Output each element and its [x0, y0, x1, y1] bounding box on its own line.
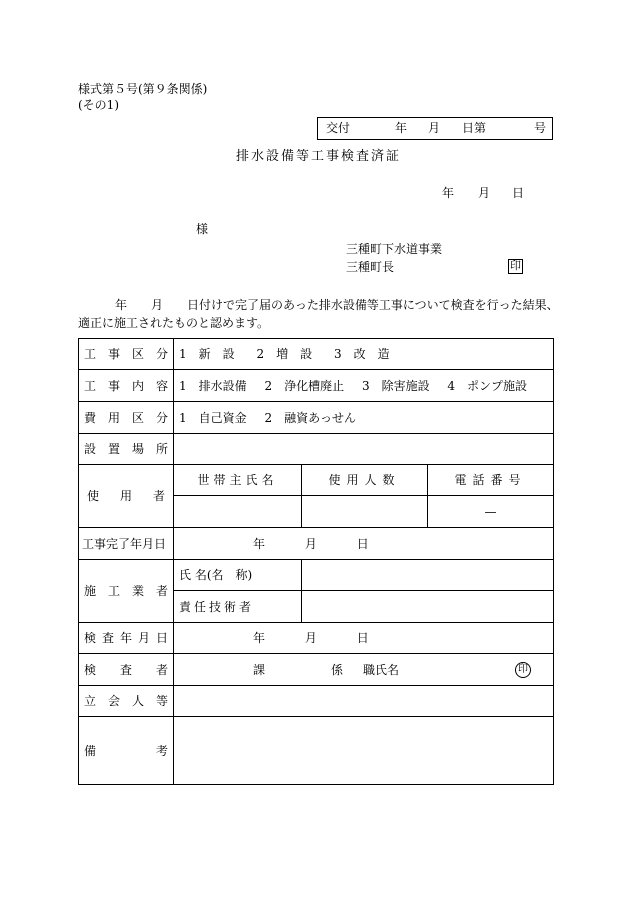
- date-day: 日: [512, 186, 525, 200]
- table-row: [79, 623, 554, 654]
- row-label: 設 置 場 所: [79, 434, 174, 465]
- option: 3 改 造: [333, 347, 390, 361]
- table-row: [79, 402, 554, 434]
- body-line-2: 適正に施工されたものと認めます。: [78, 316, 270, 330]
- inspection-form-table: [78, 338, 554, 785]
- contractor-name-label: 氏 名(名 称): [174, 560, 302, 591]
- option: 1 自己資金: [179, 410, 247, 425]
- header-user-count: 使用人数: [302, 465, 428, 496]
- table-row: [79, 465, 554, 496]
- form-number: 様式第５号(第９条関係): [78, 82, 208, 96]
- date-year: 年: [442, 186, 455, 200]
- row-label: 検 査 年 月 日: [79, 623, 174, 654]
- issue-month: 月: [428, 121, 441, 135]
- witness-cell: [174, 686, 554, 717]
- engineer-label: 責任技術者: [174, 591, 302, 623]
- table-row: [79, 717, 554, 785]
- issuer-org: 三種町下水道事業: [346, 242, 443, 256]
- date-month: 月: [478, 186, 491, 200]
- user-count-cell: [302, 496, 428, 528]
- engineer-cell: [302, 591, 554, 623]
- inspector-name-label: 職氏名: [363, 662, 400, 677]
- table-row: [79, 434, 554, 465]
- page-title: 排水設備等工事検査済証: [236, 149, 402, 164]
- issuer-seal-icon: 印: [510, 259, 521, 272]
- issue-label: 交付: [326, 121, 351, 135]
- option: 1 排水設備: [179, 378, 247, 393]
- option: 1 新 設: [179, 347, 235, 361]
- table-row: [79, 654, 554, 686]
- option: 3 除害施設: [361, 378, 430, 393]
- body-line-1: 年 月 日付けで完了届のあった排水設備等工事について検査を行った結果、: [115, 298, 559, 312]
- inspector-staff: 係: [331, 662, 344, 677]
- inspection-date-cell: [174, 623, 554, 654]
- issue-box: [317, 117, 553, 140]
- cost-category-cell: [174, 402, 554, 434]
- table-row: [79, 560, 554, 591]
- remarks-cell: [174, 717, 554, 785]
- completion-year: 年: [253, 536, 266, 551]
- issuer-title: 三種町長: [346, 260, 395, 274]
- row-label: 使 用 者: [79, 465, 174, 528]
- contractor-name-cell: [302, 560, 554, 591]
- inspection-year: 年: [253, 631, 266, 645]
- option: 2 浄化槽廃止: [264, 378, 345, 393]
- work-content-cell: [174, 370, 554, 402]
- table-row: [79, 339, 554, 370]
- inspector-cell: [174, 654, 554, 686]
- issue-no: 号: [534, 121, 547, 135]
- row-label: 工 事 内 容: [79, 370, 174, 402]
- row-label: 工 事 区 分: [79, 339, 174, 370]
- work-category-cell: [174, 339, 554, 370]
- row-label: 検 査 者: [79, 654, 174, 686]
- household-name-cell: [174, 496, 302, 528]
- table-row: [79, 528, 554, 560]
- table-row: [79, 686, 554, 717]
- row-label: 立 会 人 等: [79, 686, 174, 717]
- inspector-seal-icon: 印: [515, 662, 531, 678]
- inspector-section: 課: [253, 662, 266, 677]
- option: 2 増 設: [256, 347, 313, 361]
- row-label: 費 用 区 分: [79, 402, 174, 434]
- row-label: 備 考: [79, 717, 174, 785]
- row-label: 施 工 業 者: [79, 560, 174, 623]
- completion-day: 日: [356, 536, 369, 551]
- option: 2 融資あっせん: [264, 410, 356, 425]
- install-location-cell: [174, 434, 554, 465]
- completion-month: 月: [304, 536, 317, 551]
- completion-date-cell: [174, 528, 554, 560]
- issue-year: 年: [395, 121, 408, 135]
- table-row: [79, 370, 554, 402]
- header-household-name: 世帯主氏名: [174, 465, 302, 496]
- issue-day-no: 日第: [462, 121, 487, 135]
- row-label: 工事完了年月日: [79, 528, 174, 560]
- sub-number: (その1): [78, 98, 119, 112]
- header-phone: 電話番号: [428, 465, 554, 496]
- inspection-day: 日: [356, 631, 369, 645]
- option: 4 ポンプ施設: [447, 378, 528, 393]
- phone-cell: —: [428, 496, 554, 528]
- inspection-month: 月: [304, 631, 317, 645]
- addressee-suffix: 様: [196, 222, 209, 236]
